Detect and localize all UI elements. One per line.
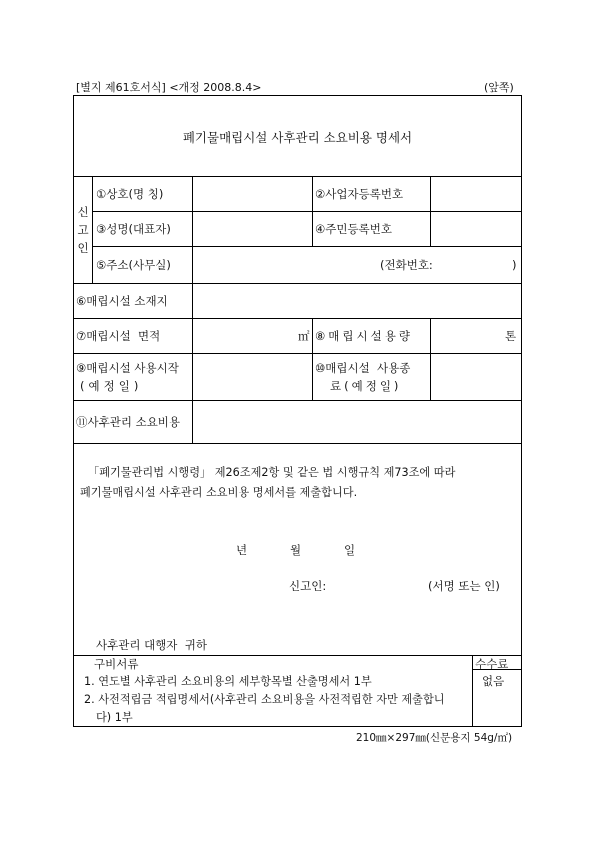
area-unit: ㎡ xyxy=(298,329,310,343)
fee-header: 수수료 xyxy=(475,657,509,671)
rule-row7-bottom xyxy=(73,443,522,444)
frame-top xyxy=(73,95,522,96)
phone-label: (전화번호: xyxy=(380,258,433,272)
applicant-char-2: 고 xyxy=(77,223,89,237)
applicant-char-1: 신 xyxy=(77,205,89,219)
frame-right xyxy=(521,95,522,726)
form-number: [별지 제61호서식] <개정 2008.8.4> xyxy=(76,81,262,94)
location-field[interactable] xyxy=(193,284,521,318)
start-date-field[interactable] xyxy=(193,354,312,400)
resident-reg-label: ④주민등록번호 xyxy=(315,222,392,236)
business-reg-label: ②사업자등록번호 xyxy=(315,187,404,201)
date-year-label: 년 xyxy=(236,543,248,557)
company-name-label: ①상호(명 칭) xyxy=(96,187,164,201)
vrule-mid-r1 xyxy=(312,176,313,246)
phone-field[interactable] xyxy=(445,247,510,283)
capacity-label: ⑧매립시설용량 xyxy=(315,329,413,343)
frame-bottom xyxy=(73,726,522,727)
document-item-1: 1. 연도별 사후관리 소요비용의 세부항목별 산출명세서 1부 xyxy=(84,675,372,688)
date-day-label: 일 xyxy=(344,543,356,557)
applicant-group-label xyxy=(74,177,92,283)
end-date-field[interactable] xyxy=(431,354,521,400)
cost-field[interactable] xyxy=(193,401,521,443)
signer-field[interactable] xyxy=(335,574,423,592)
vrule-applicant-group xyxy=(92,176,93,283)
end-label-line2: 료(예정일) xyxy=(330,379,402,393)
start-label-line2: (예정일) xyxy=(80,379,143,393)
fee-value: 없음 xyxy=(482,674,505,688)
document-item-2-cont: 다) 1부 xyxy=(96,711,133,724)
signature-note: (서명 또는 인) xyxy=(428,579,500,593)
date-month-label: 월 xyxy=(290,543,302,557)
resident-reg-field[interactable] xyxy=(431,212,521,246)
area-label: ⑦매립시설 면적 xyxy=(76,329,161,343)
start-label-line1: ⑨매립시설 사용시작 xyxy=(76,361,179,375)
statement-line-2: 폐기물매립시설 사후관리 소요비용 명세서를 제출합니다. xyxy=(80,486,358,499)
rule-statement-bottom xyxy=(73,655,522,656)
applicant-char-3: 인 xyxy=(77,241,89,255)
representative-label: ③성명(대표자) xyxy=(96,222,171,236)
location-label: ⑥매립시설 소재지 xyxy=(76,294,168,308)
page-side-label: (앞쪽) xyxy=(484,81,514,94)
paper-spec: 210㎜×297㎜(신문용지 54g/㎡) xyxy=(356,732,513,744)
cost-label: ⑪사후관리 소요비용 xyxy=(76,415,181,429)
recipient-label: 사후관리 대행자 귀하 xyxy=(96,638,207,652)
address-label: ⑤주소(사무실) xyxy=(96,258,171,272)
representative-field[interactable] xyxy=(193,212,312,246)
end-label-line1: ⑩매립시설 사용종 xyxy=(315,361,411,375)
form-title: 폐기물매립시설 사후관리 소요비용 명세서 xyxy=(182,130,413,145)
document-item-2: 2. 사전적립금 적립명세서(사후관리 소요비용을 사전적립한 자만 제출합니 xyxy=(84,693,445,706)
area-field[interactable] xyxy=(193,319,293,353)
company-name-field[interactable] xyxy=(193,177,312,211)
business-reg-field[interactable] xyxy=(431,177,521,211)
capacity-field[interactable] xyxy=(431,319,501,353)
statement-line-1: 「폐기물관리법 시행령」 제26조제2항 및 같은 법 시행규칙 제73조에 따라 xyxy=(88,466,456,479)
address-field[interactable] xyxy=(193,247,373,283)
signer-label: 신고인: xyxy=(289,579,327,593)
vrule-fee xyxy=(472,655,473,726)
capacity-unit: 톤 xyxy=(505,329,517,343)
vrule-mid-r5 xyxy=(312,318,313,400)
documents-header: 구비서류 xyxy=(94,657,139,671)
phone-close-paren: ) xyxy=(512,258,517,272)
